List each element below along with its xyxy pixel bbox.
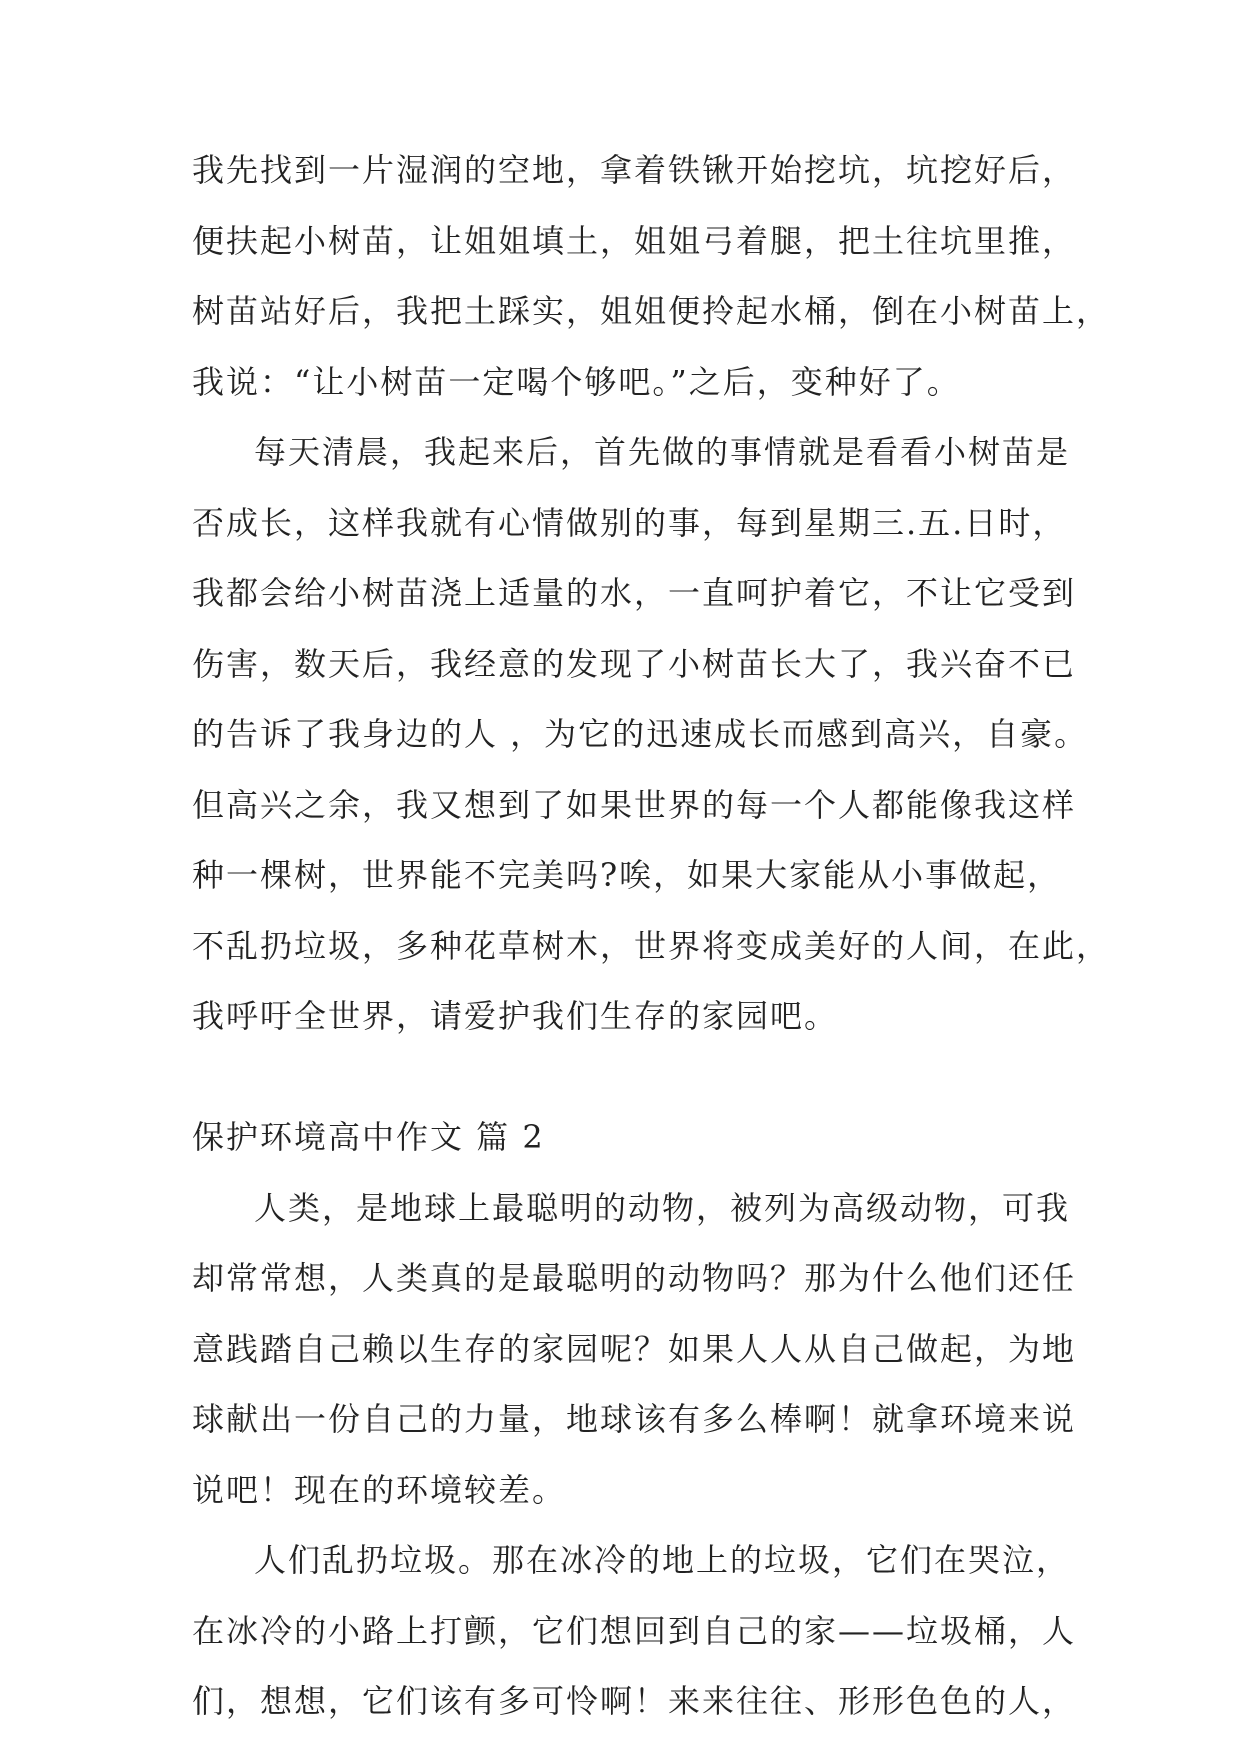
text-line: 伤害，数天后，我经意的发现了小树苗长大了，我兴奋不已 (192, 645, 1077, 683)
section-heading: 保护环境高中作文 篇 2 (192, 1118, 545, 1156)
text-line: 便扶起小树苗，让姐姐填土，姐姐弓着腿，把土往坑里推， (192, 222, 1077, 260)
text-line: 我都会给小树苗浇上适量的水，一直呵护着它，不让它受到 (192, 574, 1077, 612)
text-line: 种一棵树，世界能不完美吗?唉，如果大家能从小事做起， (192, 856, 1062, 894)
text-line: 球献出一份自己的力量，地球该有多么棒啊！就拿环境来说 (192, 1400, 1077, 1438)
paragraph-first-line: 人们乱扔垃圾。那在冰冷的地上的垃圾，它们在哭泣， (254, 1541, 1071, 1579)
text-line: 我呼吁全世界，请爱护我们生存的家园吧。 (192, 997, 839, 1035)
text-line: 但高兴之余，我又想到了如果世界的每一个人都能像我这样 (192, 786, 1077, 824)
text-line: 在冰冷的小路上打颤，它们想回到自己的家——垃圾桶，人 (192, 1612, 1077, 1650)
text-line: 意践踏自己赖以生存的家园呢？如果人人从自己做起，为地 (192, 1330, 1077, 1368)
text-line: 我先找到一片湿润的空地，拿着铁锹开始挖坑，坑挖好后， (192, 151, 1077, 189)
text-line: 不乱扔垃圾，多种花草树木，世界将变成美好的人间，在此， (192, 927, 1111, 965)
text-line: 却常常想，人类真的是最聪明的动物吗？那为什么他们还任 (192, 1259, 1077, 1297)
text-line: 的告诉了我身边的人 ，为它的迅速成长而感到高兴，自豪。 (192, 715, 1089, 753)
text-line: 说吧！现在的环境较差。 (192, 1471, 567, 1509)
text-line: 否成长，这样我就有心情做别的事，每到星期三.五.日时， (192, 504, 1067, 542)
paragraph-first-line: 每天清晨，我起来后，首先做的事情就是看看小树苗是 (254, 433, 1071, 471)
paragraph-first-line: 人类，是地球上最聪明的动物，被列为高级动物，可我 (254, 1189, 1071, 1227)
text-line: 们，想想，它们该有多可怜啊！来来往往、形形色色的人， (192, 1682, 1077, 1720)
text-line: 我说：“让小树苗一定喝个够吧。”之后，变种好了。 (192, 363, 961, 401)
text-line: 树苗站好后，我把土踩实，姐姐便拎起水桶，倒在小树苗上， (192, 292, 1111, 330)
